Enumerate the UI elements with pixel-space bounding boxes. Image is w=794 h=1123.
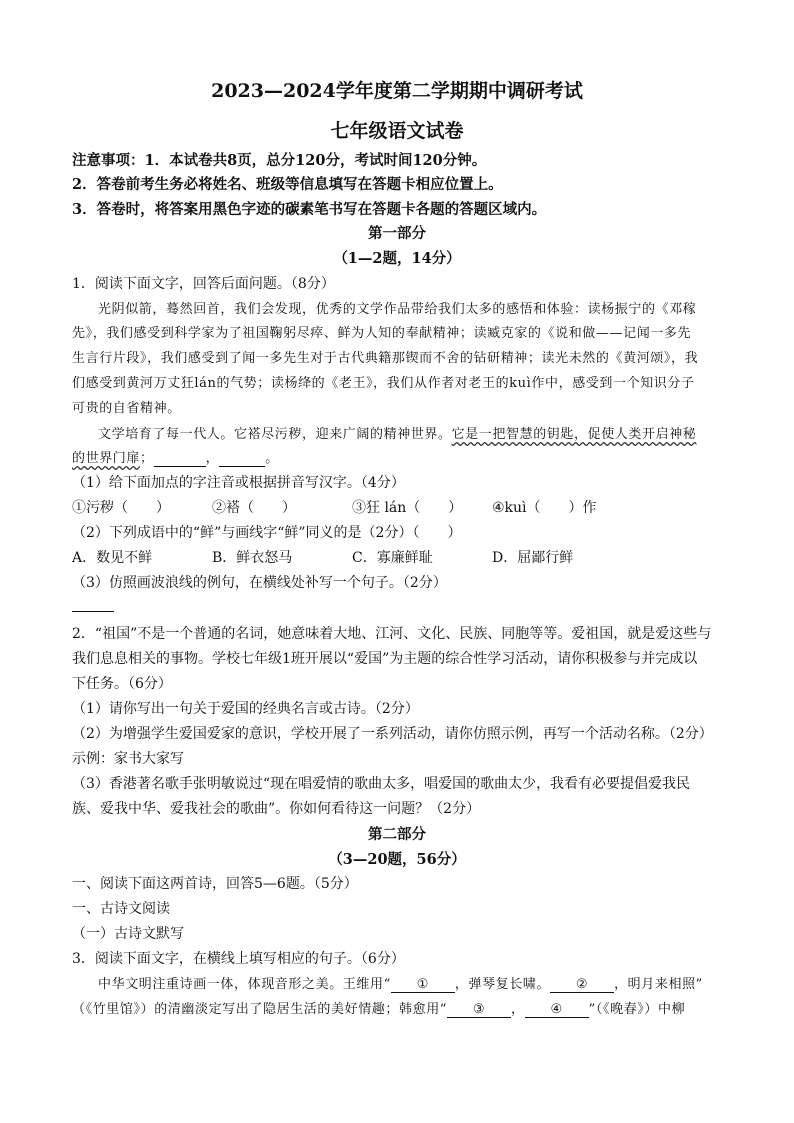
q1-sub1-item-4: ④kuì（ ）作: [492, 500, 597, 516]
q1-passage2-plain: 文学培育了每一代人。它褡尽污秽，迎来广阔的精神世界。: [98, 427, 452, 442]
section-line-3: （一）古诗文默写: [72, 926, 184, 942]
q1-sub2: （2）下列成语中的“鲜”与画线字“鲜”同义的是（2分）（ ）: [72, 525, 462, 541]
q1-option-c: C．寡廉鲜耻: [352, 550, 433, 566]
notice-line-1: 注意事项：1．本试卷共8页，总分120分，考试时间120分钟。: [72, 152, 487, 169]
q1-sub1-item-1: ①污秽（ ）: [72, 500, 170, 516]
q1-sub1: （1）给下面加点的字注音或根据拼音写汉字。（4分）: [72, 475, 405, 491]
q1-sub3-answer-line[interactable]: [72, 611, 114, 612]
q2-sub3-line-2: 族、爱我中华、爱我社会的歌曲”。你如何看待这一问题？（2分）: [72, 801, 481, 817]
q3-passage-line-1: 中华文明注重诗画一体，体现音形之美。王维用“ ① ，弹琴复长啸。 ② ，明月来相照”: [98, 977, 703, 992]
q1-wavy-example-part2: 的世界门扉: [72, 451, 141, 466]
exam-subtitle: 七年级语文试卷: [330, 120, 464, 142]
q2-example: 示例：家书大家写: [72, 751, 184, 767]
part2-range: （3—20题，56分）: [328, 851, 466, 868]
q1-passage-line-2: 先》，我们感受到科学家为了祖国鞠躬尽瘁、鲜为人知的奉献精神；读臧克家的《说和做——记闻一多先: [72, 326, 692, 341]
q2-sub1: （1）请你写出一句关于爱国的经典名言或古诗。（2分）: [72, 701, 419, 717]
q1-wavy-example-part1: 它是一把智慧的钥匙，促使人类开启神秘: [451, 427, 697, 442]
q2-stem-line-1: 2．“祖国”不是一个普通的名词，她意味着大地、江河、文化、民族、同胞等等。爱祖国，就是爱这些与: [72, 626, 712, 642]
q3-blank-3[interactable]: ③: [447, 1002, 511, 1018]
q1-passage-line-4: 们感受到黄河万丈狂lán的气势；读杨绛的《老王》，我们从作者对老王的kuì作中，感受到一个知识分子: [72, 376, 695, 391]
q3-blank-2[interactable]: ②: [550, 977, 614, 993]
q1-passage-line-5: 可贵的自省精神。: [72, 401, 181, 416]
notice-line-3: 3．答卷时，将答案用黑色字迹的碳素笔书写在答题卡各题的答题区域内。: [72, 201, 547, 218]
q2-sub3-line-1: （3）香港著名歌手张明敏说过“现在唱爱情的歌曲太多，唱爱国的歌曲太少，我看有必要提倡爱我民: [72, 776, 691, 792]
q1-option-a: A．数见不鲜: [72, 550, 153, 566]
q2-stem-line-3: 下任务。（6分）: [72, 676, 172, 692]
q1-sub3: （3）仿照画波浪线的例句，在横线处补写一个句子。（2分）: [72, 575, 447, 591]
q1-answer-blank-2[interactable]: [219, 451, 265, 467]
part1-range: （1—2题，14分）: [333, 250, 461, 267]
q3-stem: 3．阅读下面文字，在横线上填写相应的句子。（6分）: [72, 951, 405, 967]
q2-sub2: （2）为增强学生爱国爱家的意识，学校开展了一系列活动，请你仿照示例，再写一个活动名称。（2分）: [72, 726, 713, 742]
q2-stem-line-2: 我们息息相关的事物。学校七年级1班开展以“爱国”为主题的综合性学习活动，请你积极参与并完成以: [72, 651, 698, 667]
q1-sub1-item-3: ③狂 lán（ ）: [352, 500, 463, 516]
q1-passage-line-1: 光阴似箭，蓦然回首，我们会发现，优秀的文学作品带给我们太多的感悟和体验：读杨振宁的《邓稼: [98, 302, 697, 317]
q1-passage-line-3: 生言行片段》，我们感受到了闻一多先生对于古代典籍那锲而不舍的钻研精神；读光未然的《黄河颂》，我: [72, 351, 699, 366]
part2-title: 第二部分: [368, 826, 426, 843]
part1-title: 第一部分: [368, 225, 426, 242]
q3-blank-4[interactable]: ④: [525, 1002, 589, 1018]
q1-answer-blank-1[interactable]: [154, 451, 206, 467]
section-line-2: 一、古诗文阅读: [72, 901, 170, 917]
section-line-1: 一、阅读下面这两首诗，回答5—6题。（5分）: [72, 876, 358, 892]
q3-blank-1[interactable]: ①: [391, 977, 455, 993]
q1-stem: 1．阅读下面文字，回答后面问题。（8分）: [72, 276, 335, 292]
exam-title: 2023—2024学年度第二学期期中调研考试: [211, 80, 583, 102]
q1-passage2-line-1: [72, 423, 722, 442]
q1-passage2-line-2: 的世界门扉； ， 。: [72, 451, 279, 466]
q1-option-d: D．屈鄙行鲜: [492, 550, 574, 566]
notice-line-2: 2．答卷前考生务必将姓名、班级等信息填写在答题卡相应位置上。: [72, 176, 503, 193]
q3-passage-line-2: （《竹里馆》）的清幽淡定写出了隐居生活的美好情趣；韩愈用“ ③ ， ④ ”（《晚春》）中柳: [72, 1002, 686, 1017]
q1-option-b: B．鲜衣怒马: [212, 550, 293, 566]
q1-sub1-item-2: ②褡（ ）: [212, 500, 296, 516]
